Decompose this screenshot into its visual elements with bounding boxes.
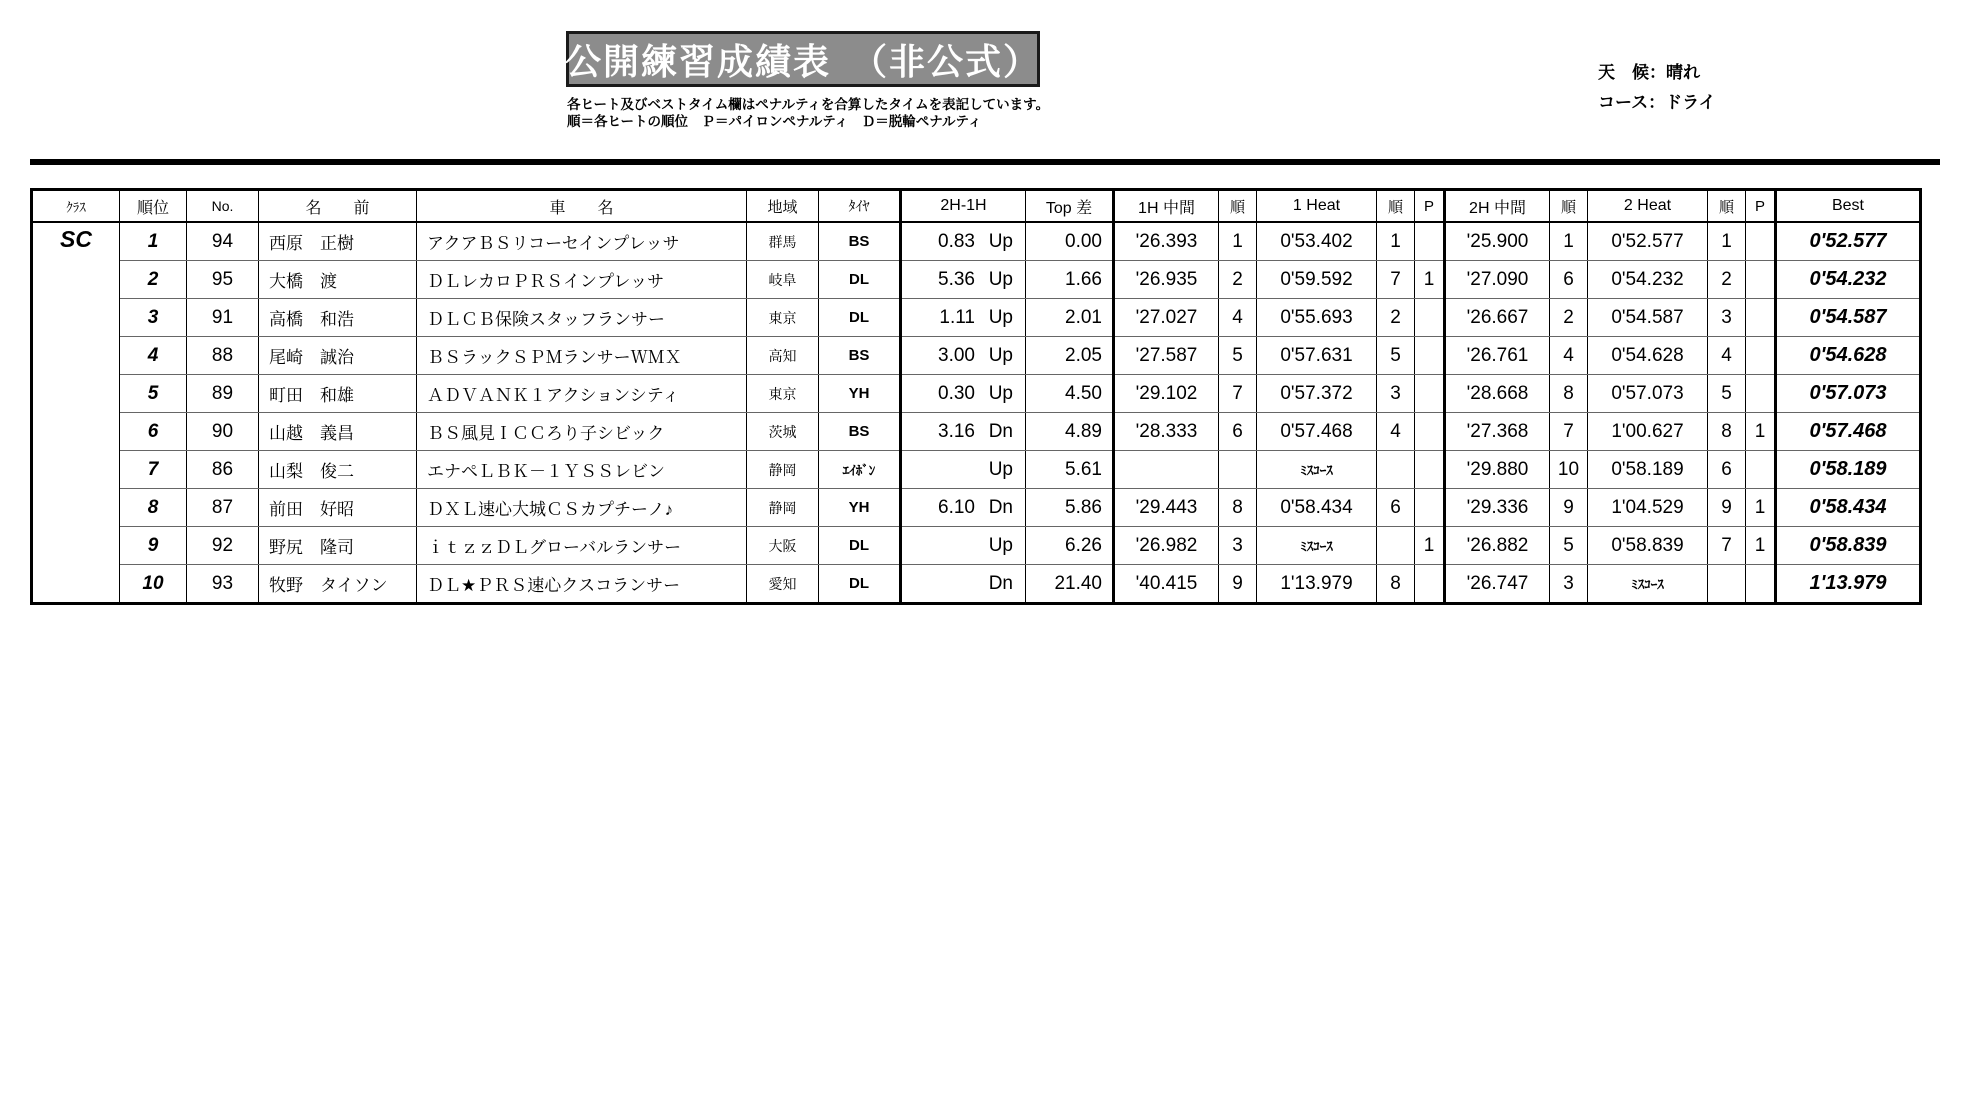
cell-h1_mid: '26.393 [1114, 222, 1219, 261]
cell-name: 大橋 渡 [259, 261, 417, 299]
cell-heat1: 0'57.372 [1257, 375, 1377, 413]
col-header-3: 名 前 [259, 190, 417, 223]
col-header-15: 順 [1550, 190, 1588, 223]
cell-heat1_rank [1377, 527, 1415, 565]
col-header-0: ｸﾗｽ [32, 190, 120, 223]
cell-best: 0'54.232 [1776, 261, 1921, 299]
cell-heat1_rank: 2 [1377, 299, 1415, 337]
cell-heat2_p [1746, 451, 1776, 489]
weather-label: 天 候： [1598, 63, 1666, 82]
cell-heat1_rank: 1 [1377, 222, 1415, 261]
cell-h1_mid: '26.982 [1114, 527, 1219, 565]
h2h1-direction: Up [988, 534, 1013, 556]
table-row [32, 299, 1921, 337]
cell-tire: BS [819, 337, 901, 375]
cell-h1_mid: '29.443 [1114, 489, 1219, 527]
cell-region: 大阪 [747, 527, 819, 565]
cell-no: 93 [187, 565, 259, 604]
cell-heat2_p [1746, 375, 1776, 413]
cell-region: 愛知 [747, 565, 819, 604]
cell-name: 西原 正樹 [259, 222, 417, 261]
cell-h2h1 [901, 451, 1026, 489]
cell-top_diff: 2.01 [1026, 299, 1114, 337]
cell-heat2_p: 1 [1746, 413, 1776, 451]
cell-h2h1 [901, 337, 1026, 375]
cell-heat2_p [1746, 222, 1776, 261]
cell-heat1_rank: 4 [1377, 413, 1415, 451]
col-header-14: 2H 中間 [1445, 190, 1550, 223]
cell-heat2_rank: 6 [1708, 451, 1746, 489]
cell-region: 岐阜 [747, 261, 819, 299]
col-header-19: Best [1776, 190, 1921, 223]
table-row [32, 375, 1921, 413]
cell-h2h1 [901, 261, 1026, 299]
cell-heat1_p [1415, 413, 1445, 451]
cell-h1_mid: '40.415 [1114, 565, 1219, 604]
cell-h2_mid_rank: 1 [1550, 222, 1588, 261]
cell-tire: DL [819, 261, 901, 299]
cell-tire: YH [819, 489, 901, 527]
cell-no: 89 [187, 375, 259, 413]
cell-car: エナペＬＢＫ－１ＹＳＳレビン [417, 451, 747, 489]
cell-heat1_p [1415, 375, 1445, 413]
cell-h1_mid_rank: 3 [1219, 527, 1257, 565]
h2h1-direction: Up [988, 268, 1013, 290]
cell-car: アクアＢＳリコーセインプレッサ [417, 222, 747, 261]
cell-heat1_p: 1 [1415, 261, 1445, 299]
col-header-18: P [1746, 190, 1776, 223]
cell-top_diff: 2.05 [1026, 337, 1114, 375]
cell-no: 87 [187, 489, 259, 527]
cell-heat1_rank [1377, 451, 1415, 489]
col-header-6: ﾀｲﾔ [819, 190, 901, 223]
h2h1-value: 0.83 [938, 230, 975, 252]
cell-h2h1 [901, 375, 1026, 413]
cell-heat2_rank: 9 [1708, 489, 1746, 527]
cell-name: 尾崎 誠治 [259, 337, 417, 375]
table-row [32, 489, 1921, 527]
cell-best: 0'58.189 [1776, 451, 1921, 489]
cell-h1_mid: '27.027 [1114, 299, 1219, 337]
cell-car: ＤＬレカロＰＲＳインプレッサ [417, 261, 747, 299]
table-header-row [32, 190, 1921, 223]
cell-h2_mid_rank: 6 [1550, 261, 1588, 299]
cell-h1_mid: '26.935 [1114, 261, 1219, 299]
cell-no: 95 [187, 261, 259, 299]
cell-h2_mid: '27.368 [1445, 413, 1550, 451]
cell-h2h1 [901, 527, 1026, 565]
col-header-7: 2H-1H [901, 190, 1026, 223]
cell-h2_mid_rank: 9 [1550, 489, 1588, 527]
cell-heat1_p [1415, 451, 1445, 489]
cell-h2_mid: '26.747 [1445, 565, 1550, 604]
cell-heat1: 0'53.402 [1257, 222, 1377, 261]
h2h1-direction: Dn [988, 420, 1013, 442]
cell-h1_mid_rank [1219, 451, 1257, 489]
cell-car: ＤＬ★ＰＲＳ速心クスコランサー [417, 565, 747, 604]
cell-tire: DL [819, 299, 901, 337]
cell-pos: 9 [120, 527, 187, 565]
col-header-12: 順 [1377, 190, 1415, 223]
weather-line [1598, 58, 1716, 88]
cell-pos: 2 [120, 261, 187, 299]
cell-region: 静岡 [747, 489, 819, 527]
cell-tire: DL [819, 527, 901, 565]
cell-top_diff: 0.00 [1026, 222, 1114, 261]
cell-name: 前田 好昭 [259, 489, 417, 527]
cell-best: 0'57.468 [1776, 413, 1921, 451]
cell-h1_mid: '27.587 [1114, 337, 1219, 375]
note-line-2: 順＝各ヒートの順位 Ｐ＝パイロンペナルティ Ｄ＝脱輪ペナルティ [567, 114, 982, 129]
cell-heat2_p: 1 [1746, 527, 1776, 565]
cell-h2_mid: '29.336 [1445, 489, 1550, 527]
cell-pos: 10 [120, 565, 187, 604]
cell-best: 0'54.587 [1776, 299, 1921, 337]
cell-car: ＢＳラックＳＰＭランサーＷＭＸ [417, 337, 747, 375]
cell-heat1_p [1415, 337, 1445, 375]
cell-region: 静岡 [747, 451, 819, 489]
h2h1-value: 0.30 [938, 382, 975, 404]
cell-tire: DL [819, 565, 901, 604]
course-value: ドライ [1665, 93, 1716, 112]
cell-pos: 3 [120, 299, 187, 337]
col-header-1: 順位 [120, 190, 187, 223]
table-row [32, 337, 1921, 375]
cell-h2h1 [901, 413, 1026, 451]
cell-heat2_rank: 2 [1708, 261, 1746, 299]
divider-rule [30, 159, 1940, 165]
cell-h2_mid_rank: 5 [1550, 527, 1588, 565]
cell-heat1: 0'55.693 [1257, 299, 1377, 337]
cell-h2_mid_rank: 2 [1550, 299, 1588, 337]
cell-best: 0'54.628 [1776, 337, 1921, 375]
col-header-13: P [1415, 190, 1445, 223]
cell-h2_mid: '29.880 [1445, 451, 1550, 489]
cell-heat2_rank: 7 [1708, 527, 1746, 565]
cell-h2_mid_rank: 10 [1550, 451, 1588, 489]
cell-h2h1 [901, 489, 1026, 527]
cell-h2h1 [901, 299, 1026, 337]
col-header-9: 1H 中間 [1114, 190, 1219, 223]
cell-heat1_p [1415, 489, 1445, 527]
cell-best: 0'52.577 [1776, 222, 1921, 261]
cell-no: 86 [187, 451, 259, 489]
cell-heat2_rank: 3 [1708, 299, 1746, 337]
cell-top_diff: 1.66 [1026, 261, 1114, 299]
cell-h2_mid: '26.761 [1445, 337, 1550, 375]
h2h1-value: 5.36 [938, 268, 975, 290]
cell-heat2: 0'54.628 [1588, 337, 1708, 375]
col-header-8: Top 差 [1026, 190, 1114, 223]
class-cell: SC [32, 222, 120, 604]
cell-car: ＤＸＬ速心大城ＣＳカプチーノ♪ [417, 489, 747, 527]
cell-heat2_rank: 8 [1708, 413, 1746, 451]
cell-h1_mid_rank: 8 [1219, 489, 1257, 527]
cell-no: 92 [187, 527, 259, 565]
cell-name: 野尻 隆司 [259, 527, 417, 565]
cell-best: 0'58.434 [1776, 489, 1921, 527]
cell-h1_mid_rank: 6 [1219, 413, 1257, 451]
cell-pos: 5 [120, 375, 187, 413]
cell-h1_mid: '29.102 [1114, 375, 1219, 413]
cell-heat1_rank: 3 [1377, 375, 1415, 413]
cell-pos: 4 [120, 337, 187, 375]
course-label: コース： [1598, 93, 1666, 112]
table-row [32, 261, 1921, 299]
cell-car: ｉｔｚｚＤＬグローバルランサー [417, 527, 747, 565]
cell-h1_mid_rank: 1 [1219, 222, 1257, 261]
cell-heat1: ﾐｽｺｰｽ [1257, 527, 1377, 565]
cell-name: 山梨 俊二 [259, 451, 417, 489]
cell-car: ＢＳ風見ＩＣＣろり子シビック [417, 413, 747, 451]
weather-value: 晴れ [1666, 63, 1700, 82]
cell-h2_mid: '28.668 [1445, 375, 1550, 413]
page-title: 公開練習成績表 （非公式） [566, 31, 1040, 87]
cell-best: 0'58.839 [1776, 527, 1921, 565]
cell-heat1_p [1415, 299, 1445, 337]
h2h1-value: 3.16 [938, 420, 975, 442]
cell-pos: 8 [120, 489, 187, 527]
cell-region: 群馬 [747, 222, 819, 261]
cell-heat2: 0'54.232 [1588, 261, 1708, 299]
cell-h1_mid_rank: 2 [1219, 261, 1257, 299]
cell-no: 94 [187, 222, 259, 261]
table-row [32, 222, 1921, 261]
cell-no: 90 [187, 413, 259, 451]
cell-heat2_p [1746, 565, 1776, 604]
cell-region: 東京 [747, 375, 819, 413]
cell-heat2: 0'58.839 [1588, 527, 1708, 565]
h2h1-value: 6.10 [938, 496, 975, 518]
cell-name: 牧野 タイソン [259, 565, 417, 604]
cell-heat1_rank: 6 [1377, 489, 1415, 527]
cell-car: ＡＤＶＡＮＫ１アクションシティ [417, 375, 747, 413]
cell-heat1_rank: 5 [1377, 337, 1415, 375]
h2h1-direction: Up [988, 382, 1013, 404]
cell-name: 高橋 和浩 [259, 299, 417, 337]
h2h1-value: 1.11 [939, 306, 975, 328]
col-header-4: 車 名 [417, 190, 747, 223]
cell-h1_mid_rank: 7 [1219, 375, 1257, 413]
cell-h2_mid: '26.667 [1445, 299, 1550, 337]
cell-heat1_p: 1 [1415, 527, 1445, 565]
h2h1-direction: Up [988, 306, 1013, 328]
col-header-17: 順 [1708, 190, 1746, 223]
col-header-2: No. [187, 190, 259, 223]
cell-heat1_rank: 7 [1377, 261, 1415, 299]
cell-h2_mid: '26.882 [1445, 527, 1550, 565]
cell-h1_mid_rank: 5 [1219, 337, 1257, 375]
cell-h2_mid_rank: 3 [1550, 565, 1588, 604]
notes [567, 96, 1049, 130]
cell-top_diff: 6.26 [1026, 527, 1114, 565]
cell-heat2_p [1746, 261, 1776, 299]
cell-h2_mid: '27.090 [1445, 261, 1550, 299]
cell-car: ＤＬＣＢ保険スタッフランサー [417, 299, 747, 337]
cell-h2_mid: '25.900 [1445, 222, 1550, 261]
h2h1-direction: Up [988, 344, 1013, 366]
cell-region: 東京 [747, 299, 819, 337]
cell-top_diff: 4.50 [1026, 375, 1114, 413]
cell-h1_mid_rank: 4 [1219, 299, 1257, 337]
h2h1-direction: Dn [988, 496, 1013, 518]
cell-heat2: 0'54.587 [1588, 299, 1708, 337]
cell-heat2_rank [1708, 565, 1746, 604]
cell-best: 1'13.979 [1776, 565, 1921, 604]
cell-top_diff: 5.86 [1026, 489, 1114, 527]
col-header-16: 2 Heat [1588, 190, 1708, 223]
cell-tire: YH [819, 375, 901, 413]
cell-heat1: 0'57.468 [1257, 413, 1377, 451]
conditions [1598, 58, 1716, 118]
h2h1-direction: Up [988, 458, 1013, 480]
cell-top_diff: 5.61 [1026, 451, 1114, 489]
col-header-10: 順 [1219, 190, 1257, 223]
cell-top_diff: 21.40 [1026, 565, 1114, 604]
cell-heat1_p [1415, 222, 1445, 261]
cell-pos: 7 [120, 451, 187, 489]
cell-heat2_rank: 5 [1708, 375, 1746, 413]
table-row [32, 565, 1921, 604]
cell-pos: 6 [120, 413, 187, 451]
h2h1-direction: Up [988, 230, 1013, 252]
cell-h2h1 [901, 565, 1026, 604]
cell-h2_mid_rank: 8 [1550, 375, 1588, 413]
cell-region: 茨城 [747, 413, 819, 451]
cell-name: 山越 義昌 [259, 413, 417, 451]
cell-heat1: 0'58.434 [1257, 489, 1377, 527]
cell-top_diff: 4.89 [1026, 413, 1114, 451]
cell-heat1: ﾐｽｺｰｽ [1257, 451, 1377, 489]
cell-h2_mid_rank: 7 [1550, 413, 1588, 451]
h2h1-direction: Dn [988, 572, 1013, 594]
note-line-1: 各ヒート及びベストタイム欄はペナルティを合算したタイムを表記しています。 [567, 97, 1050, 112]
cell-heat1: 0'59.592 [1257, 261, 1377, 299]
table-row [32, 451, 1921, 489]
cell-heat2_rank: 4 [1708, 337, 1746, 375]
cell-heat2_p [1746, 299, 1776, 337]
cell-h1_mid: '28.333 [1114, 413, 1219, 451]
cell-heat2: 0'58.189 [1588, 451, 1708, 489]
table-row [32, 413, 1921, 451]
cell-h2_mid_rank: 4 [1550, 337, 1588, 375]
cell-pos: 1 [120, 222, 187, 261]
cell-best: 0'57.073 [1776, 375, 1921, 413]
cell-name: 町田 和雄 [259, 375, 417, 413]
cell-tire: BS [819, 222, 901, 261]
cell-heat1_rank: 8 [1377, 565, 1415, 604]
cell-heat2: ﾐｽｺｰｽ [1588, 565, 1708, 604]
cell-h2h1 [901, 222, 1026, 261]
h2h1-value: 3.00 [938, 344, 975, 366]
cell-heat2: 1'00.627 [1588, 413, 1708, 451]
cell-tire: ｴｲﾎﾞﾝ [819, 451, 901, 489]
cell-heat1: 0'57.631 [1257, 337, 1377, 375]
table-row [32, 527, 1921, 565]
cell-heat2_p: 1 [1746, 489, 1776, 527]
cell-heat1_p [1415, 565, 1445, 604]
course-line [1598, 88, 1716, 118]
cell-heat2_p [1746, 337, 1776, 375]
col-header-11: 1 Heat [1257, 190, 1377, 223]
col-header-5: 地域 [747, 190, 819, 223]
cell-heat2: 0'57.073 [1588, 375, 1708, 413]
cell-heat2: 0'52.577 [1588, 222, 1708, 261]
results-table [30, 188, 1922, 605]
cell-region: 高知 [747, 337, 819, 375]
cell-heat2_rank: 1 [1708, 222, 1746, 261]
cell-tire: BS [819, 413, 901, 451]
cell-heat1: 1'13.979 [1257, 565, 1377, 604]
cell-no: 88 [187, 337, 259, 375]
cell-h1_mid [1114, 451, 1219, 489]
cell-h1_mid_rank: 9 [1219, 565, 1257, 604]
cell-heat2: 1'04.529 [1588, 489, 1708, 527]
cell-no: 91 [187, 299, 259, 337]
